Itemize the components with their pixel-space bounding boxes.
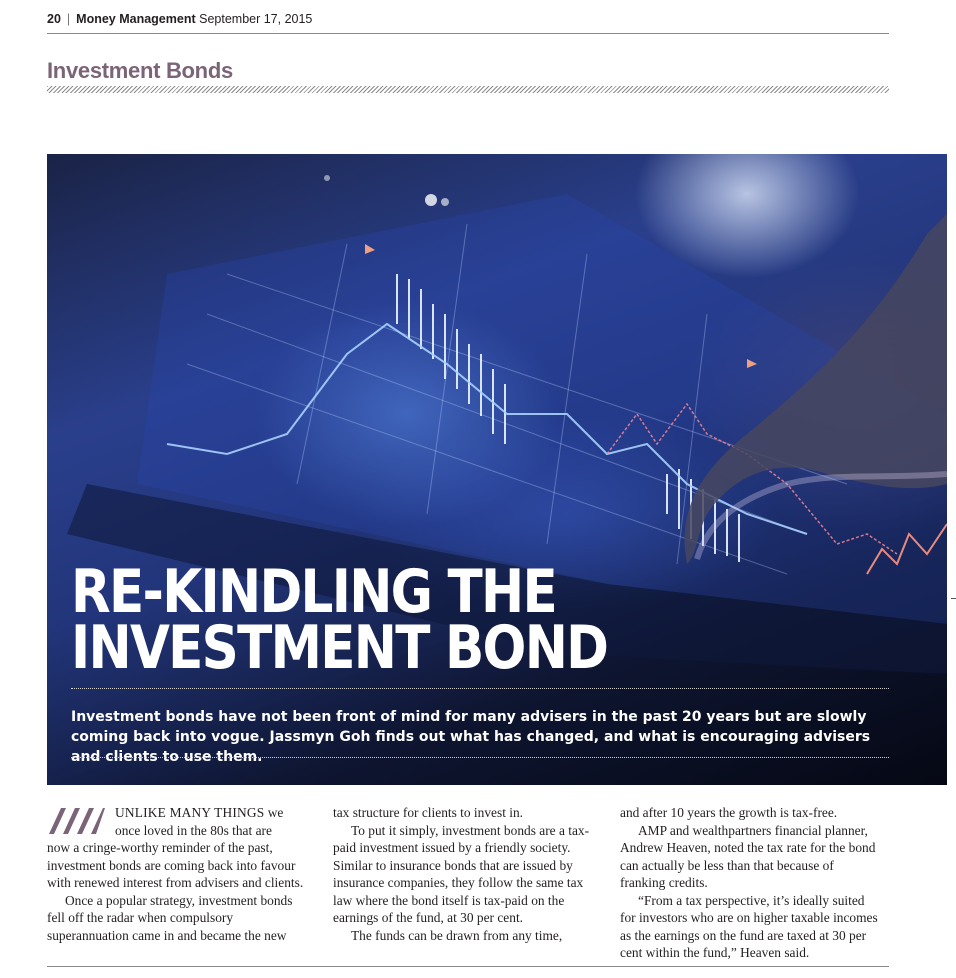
tablet-chart-illustration xyxy=(47,154,947,785)
paragraph: tax structure for clients to invest in. xyxy=(333,805,524,820)
body-column-1 xyxy=(47,804,305,944)
page-number: 20 xyxy=(47,12,61,26)
issue-date: September 17, 2015 xyxy=(199,12,313,26)
body-column-2 xyxy=(333,804,591,944)
paragraph: “From a tax perspective, it’s ideally suited for investors who are on higher taxable incomes as the earnings on the fund are taxed at 30 per cent within the fund,” Heaven said. xyxy=(620,892,878,960)
dotted-divider-bottom xyxy=(71,757,889,758)
paragraph: AMP and wealthpartners financial planner, Andrew Heaven, noted the tax rate for the bond can actually be less than that because of franking credits. xyxy=(620,822,876,890)
paragraph: now a cringe-worthy reminder of the past, investment bonds are coming back into favour with renewed interest from advisers and clients. xyxy=(47,840,304,890)
author-name: Jassmyn Goh xyxy=(269,729,371,745)
lead-line-2: once loved in the 80s that are xyxy=(115,822,272,838)
footer-rule xyxy=(47,966,889,967)
paragraph: and after 10 years the growth is tax-free. xyxy=(620,805,838,820)
headline-line-2: INVESTMENT BOND xyxy=(71,613,608,683)
section-rule xyxy=(47,86,889,93)
standfirst-outro: finds out what has changed, and what is encouraging advisers and clients to use them. xyxy=(71,729,871,765)
paragraph: The funds can be drawn from any time, xyxy=(351,927,563,943)
paragraph: Once a popular strategy, investment bonds fell off the radar when compulsory superannuation came in and became the new xyxy=(47,892,293,943)
body-column-3 xyxy=(620,804,878,962)
standfirst xyxy=(71,707,901,767)
headline xyxy=(71,557,608,683)
running-header xyxy=(47,10,889,34)
lead-line-1 xyxy=(47,804,305,822)
header-text xyxy=(47,12,312,26)
lead-rest: we xyxy=(267,805,284,820)
margin-mark xyxy=(951,598,956,599)
dotted-divider-top xyxy=(71,688,889,689)
headline-line-1: RE-KINDLING THE xyxy=(71,557,557,627)
header-separator: | xyxy=(66,12,71,26)
paragraph: To put it simply, investment bonds are a tax-paid investment issued by a friendly society. Similar to insurance bonds that are issued by insurance companies, they follow the same tax law where the bond itself is tax-paid on the earnings of the fund, at 30 per cent. xyxy=(333,822,590,925)
publication-name: Money Management xyxy=(76,12,196,26)
standfirst-intro: Investment bonds have not been front of mind for many advisers in the past 20 years but are slowly coming back into vogue. xyxy=(71,709,867,745)
section-title: Investment Bonds xyxy=(47,58,233,83)
hero-image xyxy=(47,154,947,785)
lead-caps: UNLIKE MANY THINGS xyxy=(115,805,265,820)
